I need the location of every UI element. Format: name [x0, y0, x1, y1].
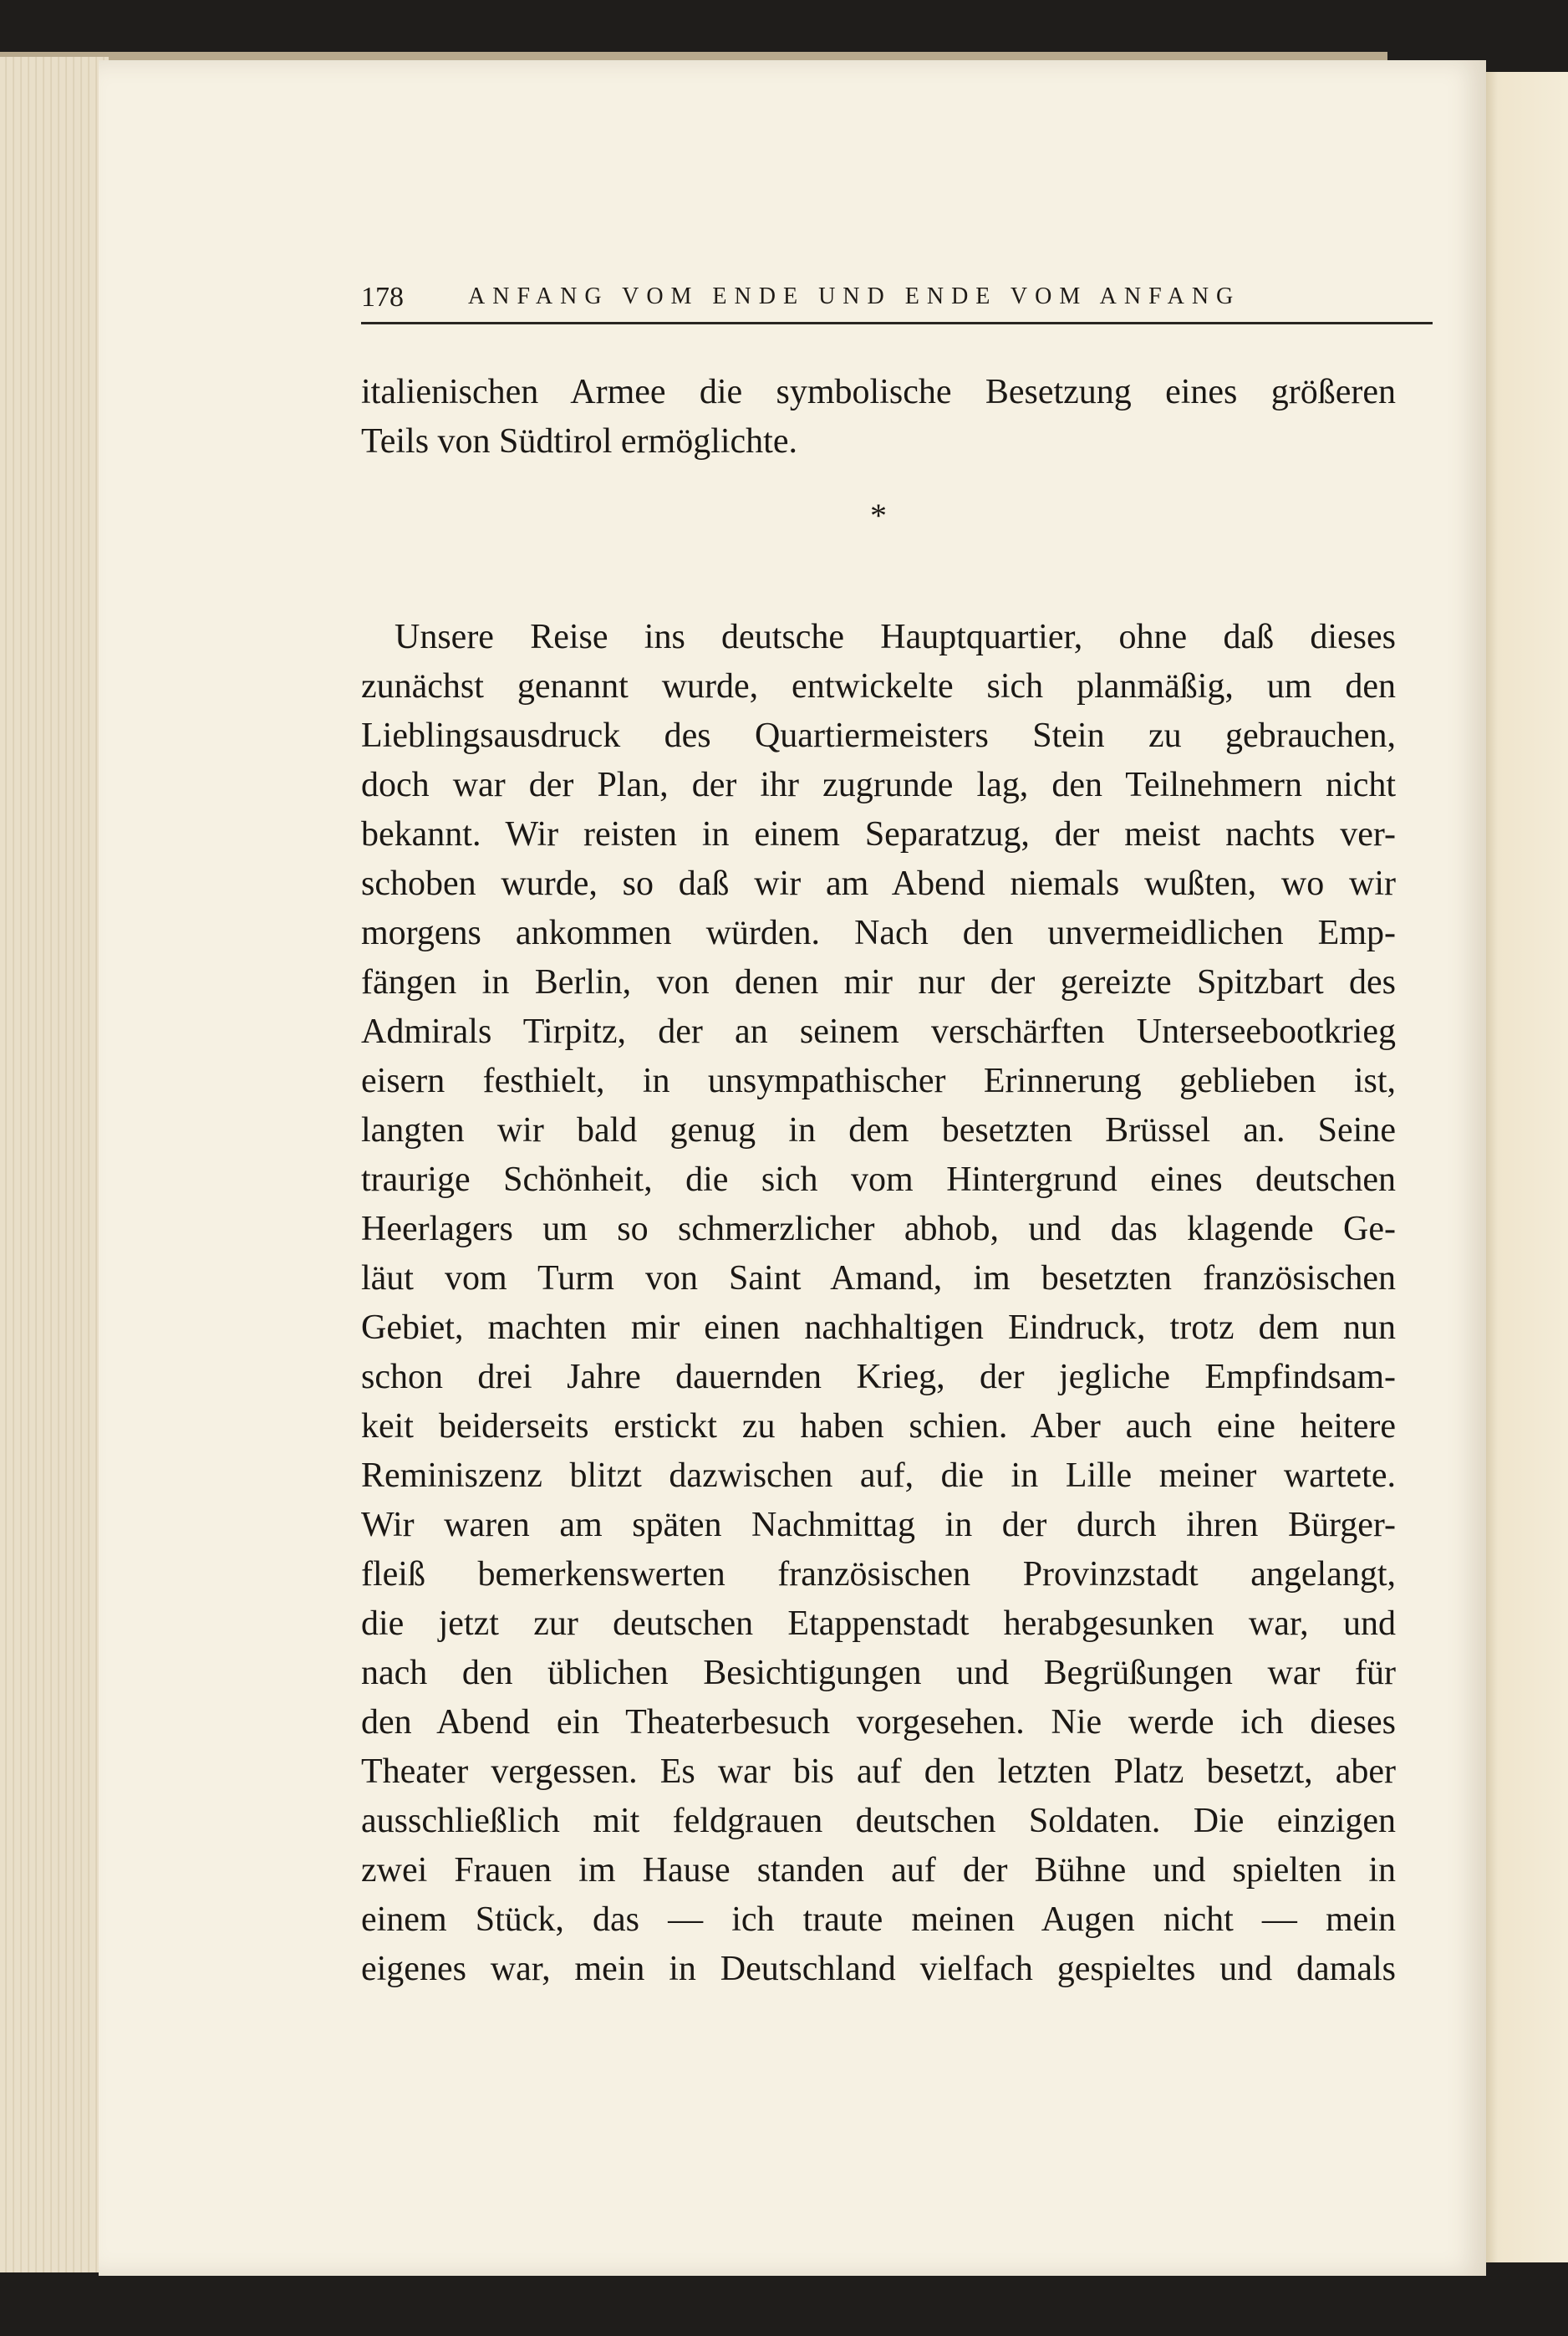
text-line: italienischen Armee die symbolische Besetzung eines größeren — [361, 373, 1396, 411]
text-line: läut vom Turm von Saint Amand, im besetzten französischen — [361, 1259, 1396, 1298]
text-line: Teils von Südtirol ermöglichte. — [361, 422, 797, 461]
paragraph-spacer — [361, 564, 1396, 613]
text-line: bekannt. Wir reisten in einem Separatzug, der meist nachts ver- — [361, 815, 1396, 854]
text-line: schoben wurde, so daß wir am Abend niemals wußten, wo wir — [361, 865, 1396, 903]
text-line: den Abend ein Theaterbesuch vorgesehen. Nie werde ich dieses — [361, 1703, 1396, 1742]
page-edges — [0, 57, 109, 2272]
text-line: zunächst genannt wurde, entwickelte sich planmäßig, um den — [361, 667, 1396, 706]
running-head-title: ANFANG VOM ENDE UND ENDE VOM ANFANG — [468, 283, 1241, 309]
text-line: eigenes war, mein in Deutschland vielfach gespieltes und damals — [361, 1950, 1396, 1988]
text-line: nach den üblichen Besichtigungen und Begrüßungen war für — [361, 1654, 1396, 1692]
section-separator: * — [870, 497, 887, 534]
text-line: die jetzt zur deutschen Etappenstadt herabgesunken war, und — [361, 1604, 1396, 1643]
text-line: Unsere Reise ins deutsche Hauptquartier, ohne daß dieses — [395, 618, 1396, 656]
text-line: Admirals Tirpitz, der an seinem verschärften Unterseebootkrieg — [361, 1012, 1396, 1051]
adjacent-page — [1479, 72, 1568, 2262]
text-line: Heerlagers um so schmerzlicher abhob, und das klagende Ge- — [361, 1210, 1396, 1248]
text-line: einem Stück, das — ich traute meinen Augen nicht — mein — [361, 1900, 1396, 1939]
text-line: zwei Frauen im Hause standen auf der Bühne und spielten in — [361, 1851, 1396, 1890]
body-text — [361, 368, 1396, 1994]
text-line: eisern festhielt, in unsympathischer Erinnerung geblieben ist, — [361, 1062, 1396, 1100]
text-line: fleiß bemerkenswerten französischen Provinzstadt angelangt, — [361, 1555, 1396, 1594]
text-line: langten wir bald genug in dem besetzten Brüssel an. Seine — [361, 1111, 1396, 1150]
page-number: 178 — [361, 282, 404, 313]
text-line: traurige Schönheit, die sich vom Hintergrund eines deutschen — [361, 1160, 1396, 1199]
text-line: doch war der Plan, der ihr zugrunde lag, den Teilnehmern nicht — [361, 766, 1396, 804]
text-line: Theater vergessen. Es war bis auf den letzten Platz besetzt, aber — [361, 1752, 1396, 1791]
text-line: ausschließlich mit feldgrauen deutschen Soldaten. Die einzigen — [361, 1802, 1396, 1840]
text-line: schon drei Jahre dauernden Krieg, der jegliche Empfindsam- — [361, 1358, 1396, 1396]
text-line: Reminiszenz blitzt dazwischen auf, die in Lille meiner wartete. — [361, 1456, 1396, 1495]
text-line: Gebiet, machten mir einen nachhaltigen Eindruck, trotz dem nun — [361, 1308, 1396, 1347]
text-line: keit beiderseits erstickt zu haben schien. Aber auch eine heitere — [361, 1407, 1396, 1446]
text-line: morgens ankommen würden. Nach den unvermeidlichen Emp- — [361, 914, 1396, 952]
text-line: fängen in Berlin, von denen mir nur der gereizte Spitzbart des — [361, 963, 1396, 1002]
text-line: Lieblingsausdruck des Quartiermeisters Stein zu gebrauchen, — [361, 717, 1396, 755]
running-head — [361, 280, 1433, 324]
text-line: Wir waren am späten Nachmittag in der durch ihren Bürger- — [361, 1506, 1396, 1544]
